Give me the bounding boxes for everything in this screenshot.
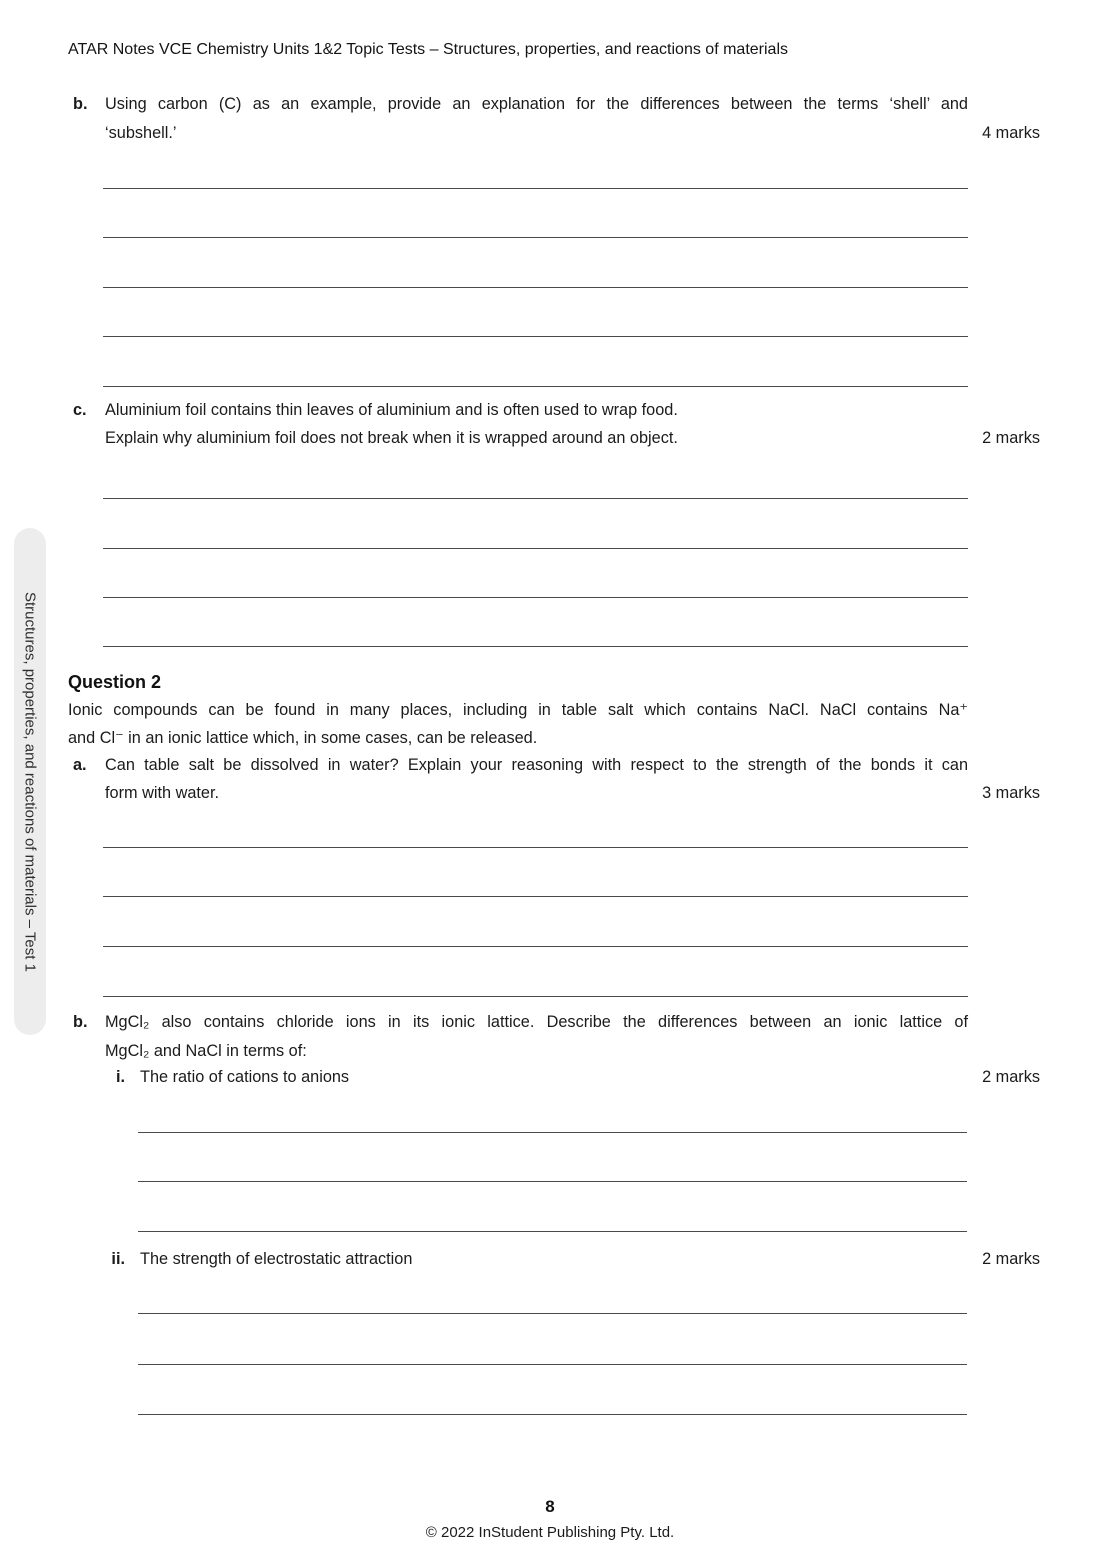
answer-line bbox=[103, 549, 968, 598]
question-2b-i-marker: i. bbox=[115, 1068, 125, 1086]
question-2b-marker: b. bbox=[73, 1013, 88, 1031]
answer-line bbox=[103, 288, 968, 338]
answer-line bbox=[103, 598, 968, 647]
question-2a-text-line1: Can table salt be dissolved in water? Explain your reasoning with respect to the strength of the bonds it can bbox=[105, 756, 968, 774]
question-2b-i-text: The ratio of cations to anions bbox=[140, 1068, 350, 1086]
answer-line bbox=[103, 848, 968, 898]
answer-line bbox=[103, 189, 968, 239]
copyright-text: © 2022 InStudent Publishing Pty. Ltd. bbox=[425, 1524, 675, 1541]
answer-line bbox=[138, 1182, 967, 1232]
answer-line bbox=[103, 897, 968, 947]
question-2a-marker: a. bbox=[73, 756, 87, 774]
answer-line bbox=[103, 139, 968, 189]
answer-line bbox=[138, 1083, 967, 1133]
question-1b-answer-lines bbox=[103, 139, 968, 387]
question-2a-marks: 3 marks bbox=[982, 784, 1040, 802]
question-1c-marks: 2 marks bbox=[982, 429, 1040, 447]
question-1c-text-line1: Aluminium foil contains thin leaves of aluminium and is often used to wrap food. bbox=[105, 401, 678, 419]
question-1b-marker: b. bbox=[73, 95, 88, 113]
question-2b-ii-marks: 2 marks bbox=[982, 1250, 1040, 1268]
question-2b-i-marks: 2 marks bbox=[982, 1068, 1040, 1086]
question-1b-marks: 4 marks bbox=[982, 124, 1040, 142]
answer-line bbox=[138, 1264, 967, 1314]
question-2b-ii-answer-lines bbox=[138, 1264, 967, 1415]
question-2a-answer-lines bbox=[103, 798, 968, 997]
question-2-intro-line1: Ionic compounds can be found in many places, including in table salt which contains NaCl. NaCl contains Na⁺ bbox=[68, 701, 968, 719]
question-2a-text-line2: form with water. bbox=[105, 784, 220, 802]
answer-line bbox=[103, 798, 968, 848]
answer-line bbox=[103, 238, 968, 288]
question-2b-text-line2: MgCl₂ and NaCl in terms of: bbox=[105, 1042, 307, 1060]
question-2-heading: Question 2 bbox=[68, 672, 162, 692]
question-1b-text-line1: Using carbon (C) as an example, provide an explanation for the differences between the terms ‘shell’ and bbox=[105, 95, 968, 113]
answer-line bbox=[103, 337, 968, 387]
answer-line bbox=[138, 1314, 967, 1364]
answer-line bbox=[103, 947, 968, 997]
answer-line bbox=[103, 450, 968, 499]
page-header: ATAR Notes VCE Chemistry Units 1&2 Topic Tests – Structures, properties, and reactions of materials bbox=[68, 41, 788, 58]
sidebar-chapter-tab-label: Structures, properties, and reactions of materials – Test 1 bbox=[21, 591, 39, 972]
question-2-intro-line2: and Cl⁻ in an ionic lattice which, in some cases, can be released. bbox=[68, 729, 538, 747]
question-2b-ii-marker: ii. bbox=[111, 1250, 125, 1268]
question-2b-i-answer-lines bbox=[138, 1083, 967, 1232]
question-1c-text-line2: Explain why aluminium foil does not break when it is wrapped around an object. bbox=[105, 429, 678, 447]
question-1c-marker: c. bbox=[73, 401, 87, 419]
answer-line bbox=[138, 1365, 967, 1415]
page-number: 8 bbox=[545, 1497, 555, 1516]
sidebar-chapter-tab bbox=[14, 528, 46, 1035]
question-2b-text-line1: MgCl₂ also contains chloride ions in its ionic lattice. Describe the differences between an ionic lattice of bbox=[105, 1013, 968, 1031]
question-1b-text-line2: ‘subshell.’ bbox=[105, 124, 177, 142]
answer-line bbox=[103, 499, 968, 548]
question-1c-answer-lines bbox=[103, 450, 968, 647]
question-2b-ii-text: The strength of electrostatic attraction bbox=[140, 1250, 413, 1268]
answer-line bbox=[138, 1133, 967, 1183]
